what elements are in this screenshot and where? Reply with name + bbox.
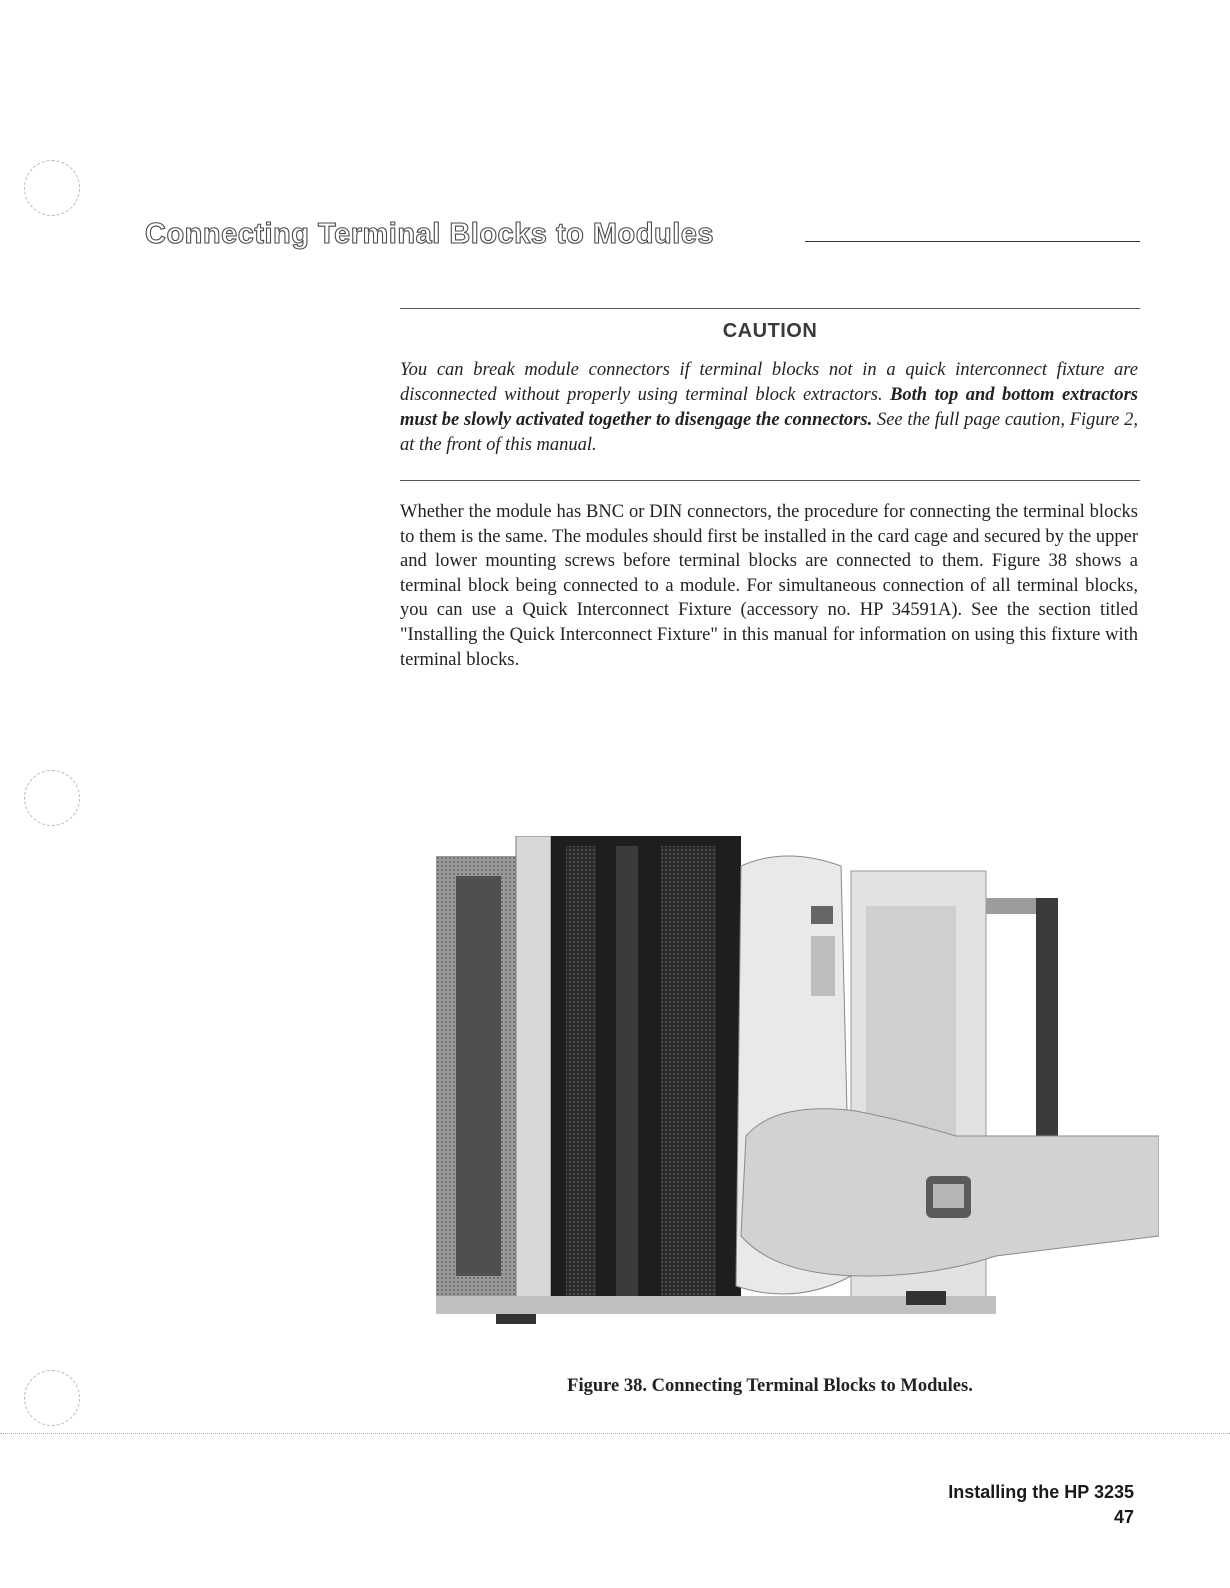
- hp-logo-mark: [811, 906, 833, 924]
- card-slot-right: [661, 846, 716, 1301]
- body-paragraph: Whether the module has BNC or DIN connectors, the procedure for connecting the terminal blocks to them is the same. The modules should first be installed in the card cage and secured by the upper and lower mounting screws before terminal blocks are connected to them. Figure 38 shows a terminal block being connected to a module. For simultaneous connection of all terminal blocks, you can use a Quick Interconnect Fixture (accessory no. HP 34591A). See the section titled "Installing the Quick Interconnect Fixture" in this manual for information on using this fixture with terminal blocks.: [400, 502, 1138, 670]
- card-slot-middle: [616, 846, 638, 1301]
- chassis-foot-left: [496, 1314, 536, 1324]
- chassis-side-vent: [456, 876, 501, 1276]
- footer-chapter-label: Installing the HP 3235: [948, 1482, 1134, 1502]
- wristwatch-face: [933, 1184, 964, 1208]
- caution-text-tail: See the full page caution, Figure 2, at the front of this manual.: [400, 410, 1139, 455]
- binder-hole-bottom: [24, 1370, 80, 1426]
- caution-text: [400, 358, 1138, 458]
- caution-top-rule: [400, 308, 1140, 309]
- caution-heading: CAUTION: [722, 320, 818, 342]
- caution-bottom-rule: [400, 480, 1140, 481]
- page-number: 47: [1113, 1507, 1134, 1527]
- chassis-foot-right: [906, 1291, 946, 1305]
- binder-hole-middle: [24, 770, 80, 826]
- title-rule: [805, 241, 1140, 242]
- section-title: Connecting Terminal Blocks to Modules: [145, 218, 715, 250]
- caution-text-bold: Both top and bottom extractors must be slowly activated together to disengage the connectors.: [400, 385, 1138, 430]
- card-slot-left: [566, 846, 596, 1301]
- binder-hole-top: [24, 160, 80, 216]
- figure-photo: [436, 836, 1159, 1330]
- chassis-front-rail: [516, 836, 551, 1306]
- page-bottom-rule: [0, 1433, 1230, 1434]
- handle-grip: [1036, 898, 1058, 1162]
- figure-caption: Figure 38. Connecting Terminal Blocks to Modules.: [567, 1376, 973, 1396]
- terminal-block-label: [811, 936, 835, 996]
- caution-text-italic: You can break module connectors if terminal blocks not in a quick interconnect fixture are disconnected without properly using terminal block extractors.: [400, 360, 1138, 405]
